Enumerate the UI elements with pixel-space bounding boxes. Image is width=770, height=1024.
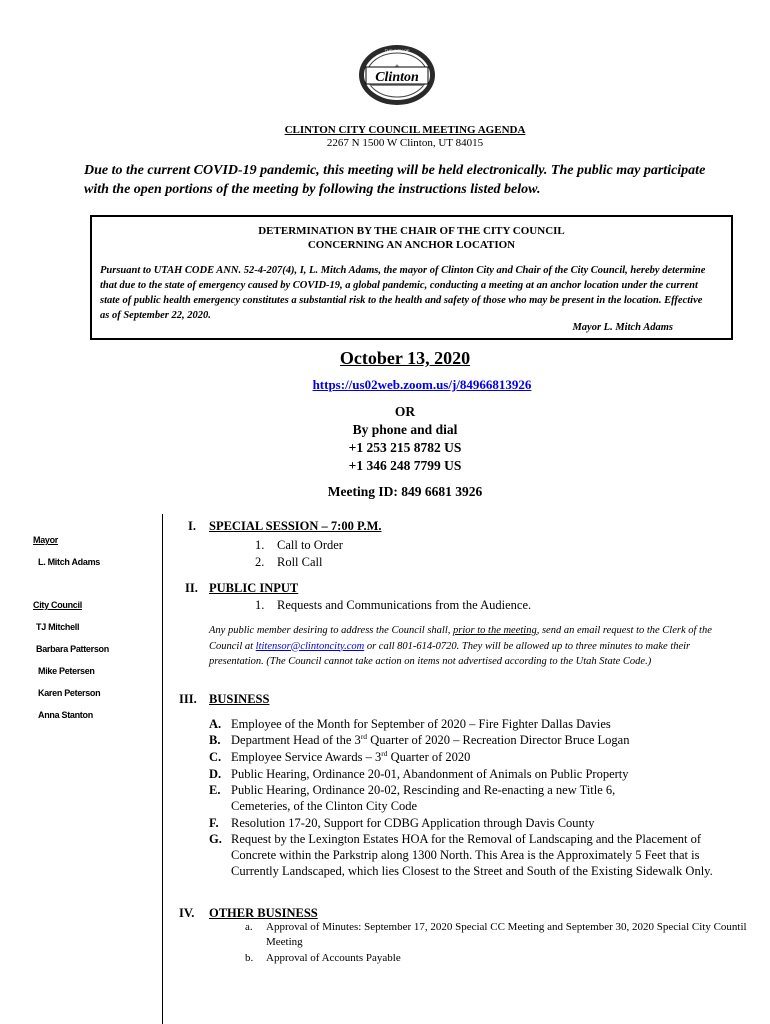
mayor-heading: Mayor — [33, 535, 59, 545]
section-number: III. — [179, 692, 197, 706]
item-marker: b. — [245, 952, 254, 964]
determination-box — [90, 215, 733, 340]
note-text: , send an email request to the Clerk of the Council at — [209, 625, 712, 652]
item-marker: C. — [209, 750, 222, 764]
council-member: TJ Mitchell — [36, 622, 80, 632]
meeting-id: Meeting ID: 849 6681 3926 — [327, 484, 483, 499]
item-text: Resolution 17-20, Support for CDBG Application through Davis County — [231, 816, 595, 830]
seal-name: Clinton — [375, 70, 419, 85]
meeting-date: October 13, 2020 — [339, 348, 471, 368]
sidebar-divider — [162, 514, 163, 1024]
item-marker: D. — [209, 767, 222, 781]
item-marker: E. — [209, 783, 221, 797]
council-heading: City Council — [33, 600, 82, 610]
city-seal-logo — [356, 42, 438, 108]
item-text: Call to Order — [277, 538, 343, 552]
phone-number-1: +1 253 215 8782 US — [348, 440, 462, 455]
item-marker: F. — [209, 816, 219, 830]
item-text: Public Hearing, Ordinance 20-01, Abandonment of Animals on Public Property — [231, 767, 629, 781]
clerk-email-link[interactable]: ltitensor@clintoncity.com — [255, 640, 365, 652]
determination-body: Pursuant to UTAH CODE ANN. 52-4-207(4), I, L. Mitch Adams, the mayor of Clinton City and Chair of the City Council, hereby determine that due to the state of emergency caused by COVID-19, a global pandemic, conducting a meeting at an anchor location under the current state of public health emergency constitutes a substantial risk to the health and safety of those who may be present in the location. Effective as of September 22, 2020. — [100, 265, 706, 321]
item-marker: 2. — [255, 555, 265, 569]
section-title-other-business: OTHER BUSINESS — [209, 906, 318, 920]
public-input-note — [209, 623, 724, 670]
or-label: OR — [394, 404, 416, 419]
section-title-public-input: PUBLIC INPUT — [209, 581, 299, 595]
phone-intro: By phone and dial — [352, 422, 458, 437]
council-member: Barbara Patterson — [36, 644, 109, 654]
determination-title-line1: DETERMINATION BY THE CHAIR OF THE CITY COUNCIL — [258, 225, 565, 237]
item-text: Employee Service Awards – 3rd Quarter of 2020 — [231, 748, 471, 764]
seal-top-text: THE CITY OF — [384, 48, 410, 53]
section-number: II. — [185, 581, 198, 595]
city-address: 2267 N 1500 W Clinton, UT 84015 — [326, 137, 484, 149]
note-text: or call 801-614-0720. They will be allowed up to three minutes to make their presentation. (The Council cannot take action on items not advertised according to the Utah State Code.) — [209, 640, 691, 667]
section-title-special-session: SPECIAL SESSION – 7:00 P.M. — [209, 519, 382, 533]
mayor-name: L. Mitch Adams — [38, 557, 100, 567]
section-title-business: BUSINESS — [209, 692, 270, 706]
item-text: Department Head of the 3rd Quarter of 2020 – Recreation Director Bruce Logan — [231, 731, 630, 747]
item-text: Request by the Lexington Estates HOA for the Removal of Landscaping and the Placement of Concrete within the Parkstrip along 1300 North. This Area is the Approximately 5 Feet that is Currently Landscaped, which lies Closest to the Street and South of the Existing Sidewalk Only. — [231, 832, 713, 878]
phone-instructions — [0, 403, 770, 475]
item-text: Requests and Communications from the Audience. — [277, 598, 532, 612]
item-text: Public Hearing, Ordinance 20-02, Rescinding and Re-enacting a new Title 6, Cemeteries, of the Clinton City Code — [231, 783, 616, 813]
agenda-title: CLINTON CITY COUNCIL MEETING AGENDA — [284, 124, 526, 136]
council-member: Karen Peterson — [38, 688, 101, 698]
item-marker: 1. — [255, 598, 265, 612]
item-text: Approval of Minutes: September 17, 2020 Special CC Meeting and September 30, 2020 Special City Countil Meeting — [266, 921, 747, 948]
note-underline: prior to the meeting — [453, 625, 537, 636]
council-member: Anna Stanton — [38, 710, 93, 720]
phone-number-2: +1 346 248 7799 US — [348, 458, 462, 473]
determination-title-line2: CONCERNING AN ANCHOR LOCATION — [307, 239, 516, 251]
item-text: Roll Call — [277, 555, 323, 569]
item-marker: A. — [209, 717, 222, 731]
determination-signature: Mayor L. Mitch Adams — [572, 322, 673, 333]
item-marker: 1. — [255, 538, 265, 552]
zoom-link[interactable]: https://us02web.zoom.us/j/84966813926 — [312, 377, 532, 392]
covid-notice: Due to the current COVID-19 pandemic, this meeting will be held electronically. The public may participate with the open portions of the meeting by following the instructions listed below. — [84, 163, 706, 197]
item-marker: B. — [209, 733, 221, 747]
item-marker: a. — [245, 921, 253, 933]
section-number: I. — [188, 519, 196, 533]
item-text: Approval of Accounts Payable — [266, 952, 401, 964]
section-number: IV. — [179, 906, 195, 920]
item-marker: G. — [209, 832, 222, 846]
council-member: Mike Petersen — [38, 666, 95, 676]
note-text: Any public member desiring to address the Council shall, — [209, 625, 454, 636]
item-text: Employee of the Month for September of 2020 – Fire Fighter Dallas Davies — [231, 717, 611, 731]
determination-title — [92, 224, 731, 252]
